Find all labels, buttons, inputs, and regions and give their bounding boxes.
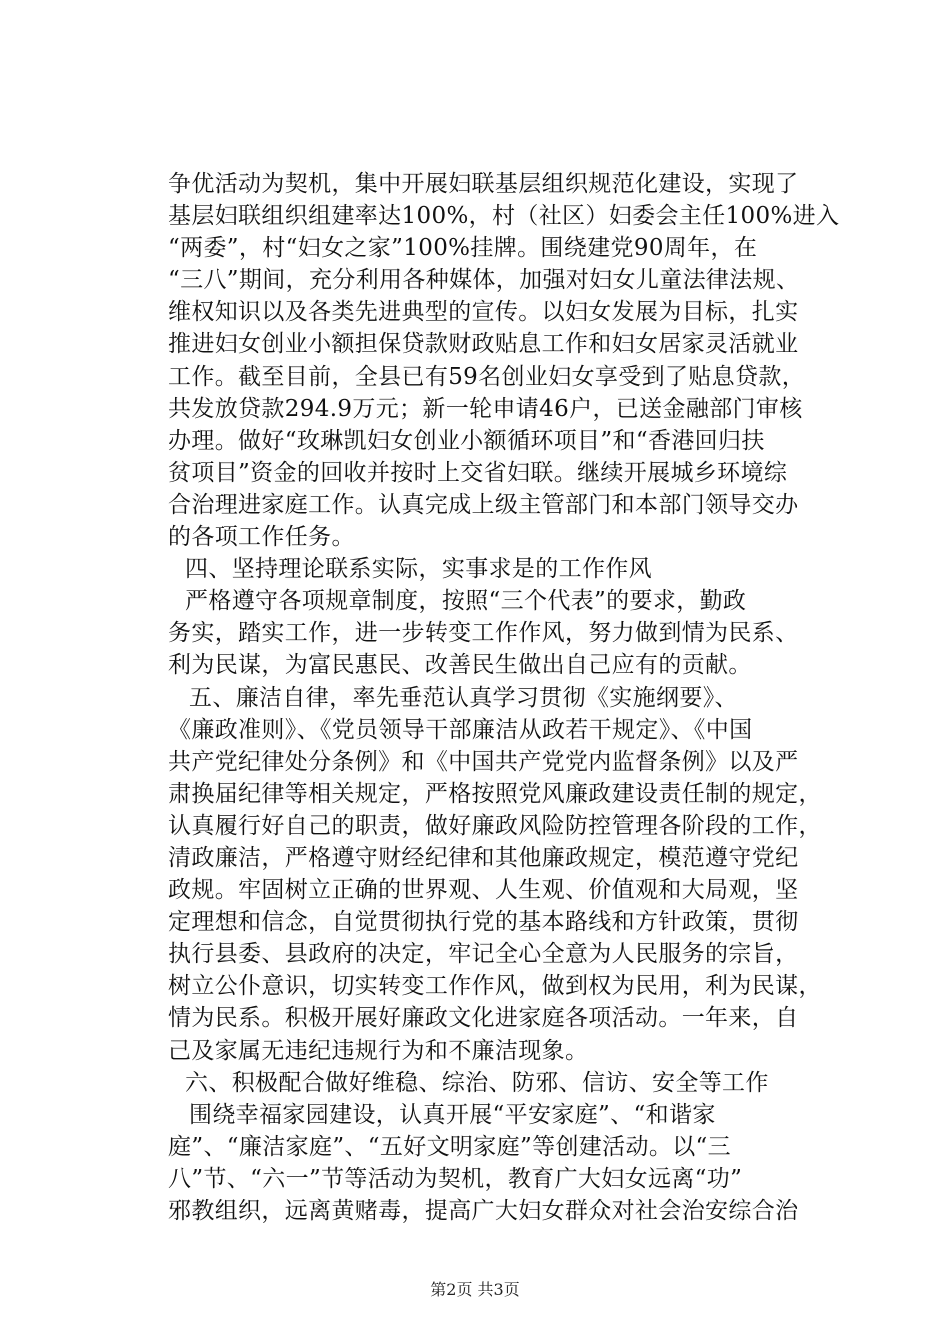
text-line: 合治理进家庭工作。认真完成上级主管部门和本部门领导交办 (168, 491, 799, 518)
text-line: 的各项工作任务。 (168, 524, 355, 551)
text-line: 定理想和信念，自觉贯彻执行党的基本路线和方针政策，贯彻 (168, 909, 799, 936)
text-line: 邪教组织，远离黄赌毒，提高广大妇女群众对社会治安综合治 (168, 1198, 799, 1224)
text-line: 共发放贷款294.9万元；新一轮申请46户，已送金融部门审核 (168, 395, 803, 422)
text-line: 政规。牢固树立正确的世界观、人生观、价值观和大局观，坚 (168, 877, 799, 904)
text-line: 八”节、“六一”节等活动为契机，教育广大妇女远离“功” (168, 1165, 743, 1192)
text-line: 贫项目”资金的回收并按时上交省妇联。继续开展城乡环境综 (168, 459, 788, 486)
text-line: 办理。做好“玫琳凯妇女创业小额循环项目”和“香港回归扶 (168, 427, 765, 454)
text-line: 肃换届纪律等相关规定，严格按照党风廉政建设责任制的规定， (168, 780, 822, 807)
text-line: “两委”，村“妇女之家”100%挂牌。围绕建党90周年，在 (168, 235, 758, 262)
text-line: 务实，踏实工作，进一步转变工作作风，努力做到情为民系、 (168, 620, 799, 647)
text-line: 严格遵守各项规章制度，按照“三个代表”的要求，勤政 (185, 588, 747, 615)
text-line: 共产党纪律处分条例》和《中国共产党党内监督条例》以及严 (168, 748, 799, 775)
section-heading: 六、积极配合做好维稳、综治、防邪、信访、安全等工作 (185, 1069, 769, 1096)
text-line: 执行县委、县政府的决定，牢记全心全意为人民服务的宗旨， (168, 941, 799, 968)
text-line: 清政廉洁，严格遵守财经纪律和其他廉政规定，模范遵守党纪 (168, 844, 799, 871)
text-line: 情为民系。积极开展好廉政文化进家庭各项活动。一年来，自 (168, 1005, 799, 1032)
text-line: 推进妇女创业小额担保贷款财政贴息工作和妇女居家灵活就业 (168, 331, 799, 358)
text-line: 基层妇联组织组建率达100%，村（社区）妇委会主任100%进入 (168, 203, 840, 230)
text-line: 争优活动为契机，集中开展妇联基层组织规范化建设，实现了 (168, 171, 799, 197)
text-line: 树立公仆意识，切实转变工作作风，做到权为民用，利为民谋， (168, 973, 822, 1000)
text-line: 己及家属无违纪违规行为和不廉洁现象。 (168, 1037, 589, 1064)
text-line: “三八”期间，充分利用各种媒体，加强对妇女儿童法律法规、 (168, 267, 800, 294)
document-body (168, 168, 888, 1227)
text-line: 庭”、“廉洁家庭”、“五好文明家庭”等创建活动。以“三 (168, 1133, 731, 1160)
page-number-footer: 第2页 共3页 (430, 1280, 520, 1299)
text-line: 围绕幸福家园建设，认真开展“平安家庭”、“和谐家 (189, 1101, 716, 1128)
text-line: 利为民谋，为富民惠民、改善民生做出自己应有的贡献。 (168, 652, 752, 679)
text-line: 维权知识以及各类先进典型的宣传。以妇女发展为目标，扎实 (168, 299, 799, 326)
text-line: 《廉政准则》、《党员领导干部廉洁从政若干规定》、《中国 (168, 716, 753, 743)
text-line: 工作。截至目前，全县已有59名创业妇女享受到了贴息贷款， (168, 363, 806, 390)
section-heading: 五、廉洁自律，率先垂范认真学习贯彻《实施纲要》、 (189, 684, 738, 711)
section-heading: 四、坚持理论联系实际，实事求是的工作作风 (185, 556, 652, 583)
text-line: 认真履行好自己的职责，做好廉政风险防控管理各阶段的工作， (168, 812, 822, 839)
